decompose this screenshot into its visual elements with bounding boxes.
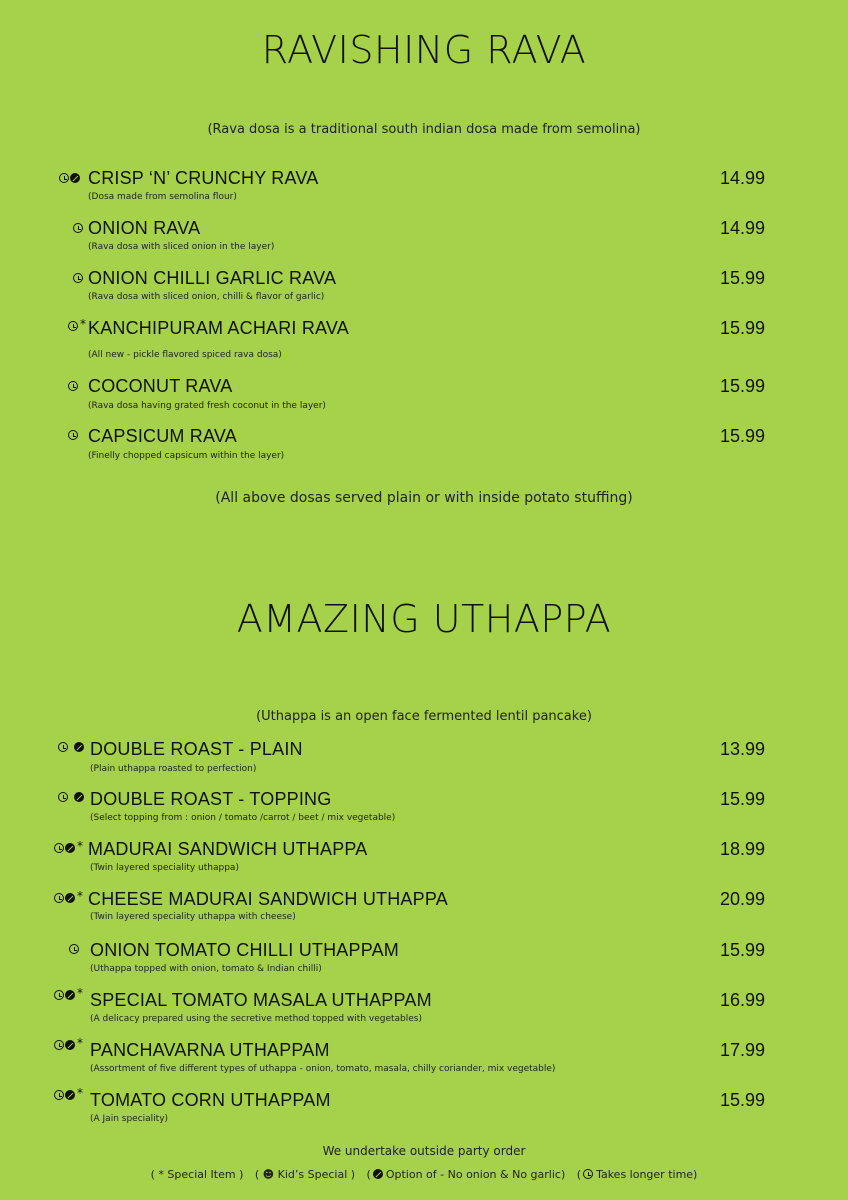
rava-note: (All above dosas served plain or with inside potato stuffing) — [215, 490, 633, 506]
no-onion-garlic-icon — [65, 990, 75, 1000]
item-price: 13.99 — [719, 739, 765, 759]
item-price: 15.99 — [719, 376, 765, 396]
item-name: PANCHAVARNA UTHAPPAM — [90, 1040, 330, 1060]
special-star-icon: * — [77, 986, 83, 1000]
clock-icon — [58, 742, 68, 752]
item-description: (Finelly chopped capsicum within the layer) — [88, 451, 285, 461]
no-onion-garlic-icon — [74, 742, 84, 752]
icon-legend — [0, 1168, 848, 1181]
legend-special: ( * Special Item ) — [150, 1168, 244, 1181]
item-description: (Twin layered speciality uthappa) — [90, 863, 239, 873]
section-title-uthappa: AMAZING UTHAPPA — [236, 597, 612, 641]
item-name: DOUBLE ROAST - TOPPING — [90, 789, 332, 809]
item-price: 16.99 — [719, 990, 765, 1010]
clock-icon — [583, 1169, 593, 1179]
clock-icon — [68, 430, 78, 440]
item-price: 18.99 — [719, 839, 765, 859]
item-description: (Rava dosa with sliced onion, chilli & flavor of garlic) — [88, 292, 325, 302]
item-price: 15.99 — [719, 268, 765, 288]
no-onion-garlic-icon — [65, 1040, 75, 1050]
special-star-icon: * — [80, 317, 86, 331]
item-price: 15.99 — [719, 318, 765, 338]
item-description: (Twin layered speciality uthappa with cheese) — [90, 912, 296, 922]
item-name: CAPSICUM RAVA — [88, 426, 237, 446]
no-onion-garlic-icon — [70, 173, 80, 183]
item-name: CRISP ‘N’ CRUNCHY RAVA — [88, 168, 319, 188]
clock-icon — [58, 792, 68, 802]
no-onion-garlic-icon — [74, 792, 84, 802]
item-description: (Select topping from : onion / tomato /carrot / beet / mix vegetable) — [90, 813, 396, 823]
item-price: 14.99 — [719, 168, 765, 188]
item-price: 15.99 — [719, 426, 765, 446]
special-star-icon: * — [77, 889, 83, 903]
clock-icon — [73, 273, 83, 283]
item-name: SPECIAL TOMATO MASALA UTHAPPAM — [90, 990, 432, 1010]
special-star-icon: * — [77, 1086, 83, 1100]
clock-icon — [54, 1090, 64, 1100]
item-name: KANCHIPURAM ACHARI RAVA — [88, 318, 349, 338]
item-name: CHEESE MADURAI SANDWICH UTHAPPA — [88, 889, 448, 909]
item-price: 20.99 — [719, 889, 765, 909]
special-star-icon: * — [77, 1036, 83, 1050]
special-star-icon: * — [77, 839, 83, 853]
item-price: 14.99 — [719, 218, 765, 238]
clock-icon — [73, 223, 83, 233]
clock-icon — [54, 1040, 64, 1050]
clock-icon — [54, 843, 64, 853]
item-description: (A Jain speciality) — [90, 1114, 169, 1124]
legend-kids: ( ☻ Kid’s Special ) — [254, 1168, 356, 1181]
item-name: ONION TOMATO CHILLI UTHAPPAM — [90, 940, 399, 960]
item-description: (Rava dosa with sliced onion in the layer) — [88, 242, 275, 252]
item-name: ONION CHILLI GARLIC RAVA — [88, 268, 337, 288]
no-onion-garlic-icon — [65, 893, 75, 903]
item-price: 15.99 — [719, 940, 765, 960]
clock-icon — [59, 173, 69, 183]
item-description: (A delicacy prepared using the secretive method topped with vegetables) — [90, 1014, 422, 1024]
item-price: 17.99 — [719, 1040, 765, 1060]
legend-time: ( Takes longer time) — [576, 1168, 698, 1181]
item-description: (Plain uthappa roasted to perfection) — [90, 764, 257, 774]
item-description: (Rava dosa having grated fresh coconut in the layer) — [88, 401, 326, 411]
no-onion-garlic-icon — [65, 1090, 75, 1100]
item-description: (Dosa made from semolina flour) — [88, 192, 237, 202]
rava-intro: (Rava dosa is a traditional south indian dosa made from semolina) — [207, 122, 641, 137]
item-price: 15.99 — [719, 789, 765, 809]
no-onion-garlic-icon — [373, 1169, 383, 1179]
item-name: COCONUT RAVA — [88, 376, 233, 396]
item-name: MADURAI SANDWICH UTHAPPA — [88, 839, 368, 859]
uthappa-intro: (Uthappa is an open face fermented lentil pancake) — [256, 709, 592, 724]
item-description: (Uthappa topped with onion, tomato & Indian chilli) — [90, 964, 322, 974]
clock-icon — [54, 990, 64, 1000]
party-order-note: We undertake outside party order — [322, 1144, 526, 1158]
clock-icon — [69, 944, 79, 954]
clock-icon — [54, 893, 64, 903]
item-name: TOMATO CORN UTHAPPAM — [90, 1090, 331, 1110]
legend-option: ( Option of - No onion & No garlic) — [366, 1168, 566, 1181]
no-onion-garlic-icon — [65, 843, 75, 853]
clock-icon — [68, 381, 78, 391]
item-name: DOUBLE ROAST - PLAIN — [90, 739, 303, 759]
item-name: ONION RAVA — [88, 218, 201, 238]
item-description: (Assortment of five different types of uthappa - onion, tomato, masala, chilly coriander, mix vegetable) — [90, 1064, 556, 1074]
item-description: (All new - pickle flavored spiced rava dosa) — [88, 350, 282, 360]
section-title-rava: RAVISHING RAVA — [261, 28, 587, 72]
clock-icon — [68, 321, 78, 331]
item-price: 15.99 — [719, 1090, 765, 1110]
